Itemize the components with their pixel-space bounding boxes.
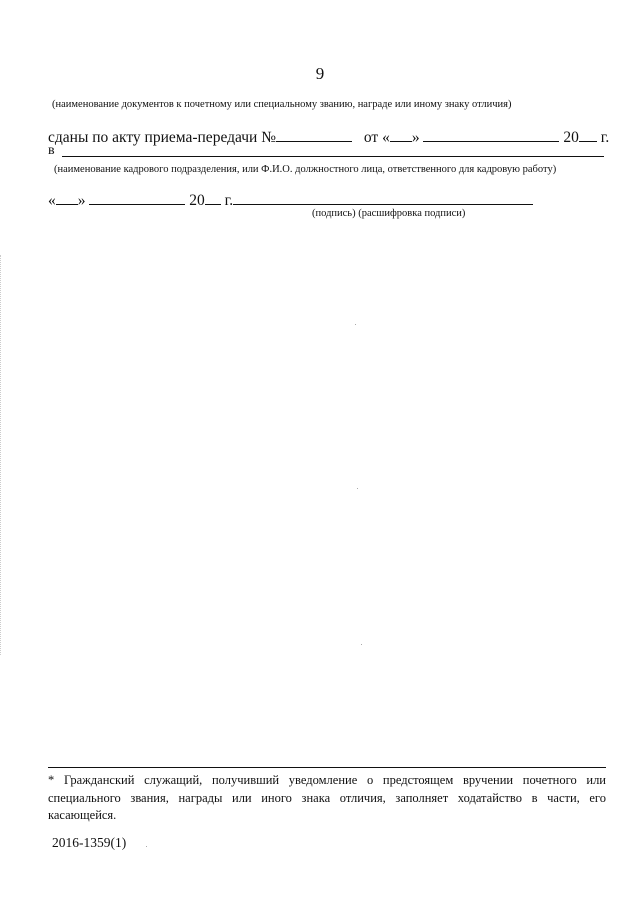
signature-blank <box>233 190 533 205</box>
department-blank <box>62 156 604 157</box>
transfer-line <box>48 127 609 147</box>
date-year-suffix: г. <box>220 192 234 209</box>
transfer-close-quote: » <box>411 129 420 146</box>
caption-documents: (наименование документов к почетному или специальному званию, награде или иному знаку отличия) <box>52 99 512 110</box>
transfer-prefix: сданы по акту приема-передачи № <box>48 129 277 146</box>
date-month-blank <box>89 190 185 205</box>
transfer-year-suffix: г. <box>596 129 610 146</box>
footnote-rule <box>48 767 606 768</box>
transfer-from: от « <box>363 129 390 146</box>
date-year-blank <box>205 190 221 205</box>
footnote: * Гражданский служащий, получивший уведомление о предстоящем вручении почетного или специального звания, награды или иного знака отличия, заполняет ходатайство в части, его касающейся. <box>48 773 606 822</box>
date-day-blank <box>56 190 78 205</box>
scan-speck <box>146 846 147 847</box>
date-line <box>48 190 533 210</box>
document-id: 2016-1359(1) <box>52 835 127 850</box>
date-year: 20 <box>189 192 205 209</box>
caption-department: (наименование кадрового подразделения, или Ф.И.О. должностного лица, ответственного для кадровую работу) <box>54 164 557 175</box>
scan-speck <box>357 488 358 489</box>
date-open-quote: « <box>48 192 56 209</box>
year-blank <box>579 127 597 142</box>
scan-speck <box>355 324 356 325</box>
date-close-quote: » <box>77 192 86 209</box>
scan-speck <box>361 644 362 645</box>
month-blank <box>423 127 559 142</box>
day-blank <box>390 127 412 142</box>
transfer-year: 20 <box>563 129 579 146</box>
caption-signature: (подпись) (расшифровка подписи) <box>312 208 466 219</box>
act-number-blank <box>276 127 352 142</box>
to-label: в <box>48 143 55 158</box>
page-number: 9 <box>315 64 325 83</box>
scan-edge-mark <box>0 255 3 655</box>
